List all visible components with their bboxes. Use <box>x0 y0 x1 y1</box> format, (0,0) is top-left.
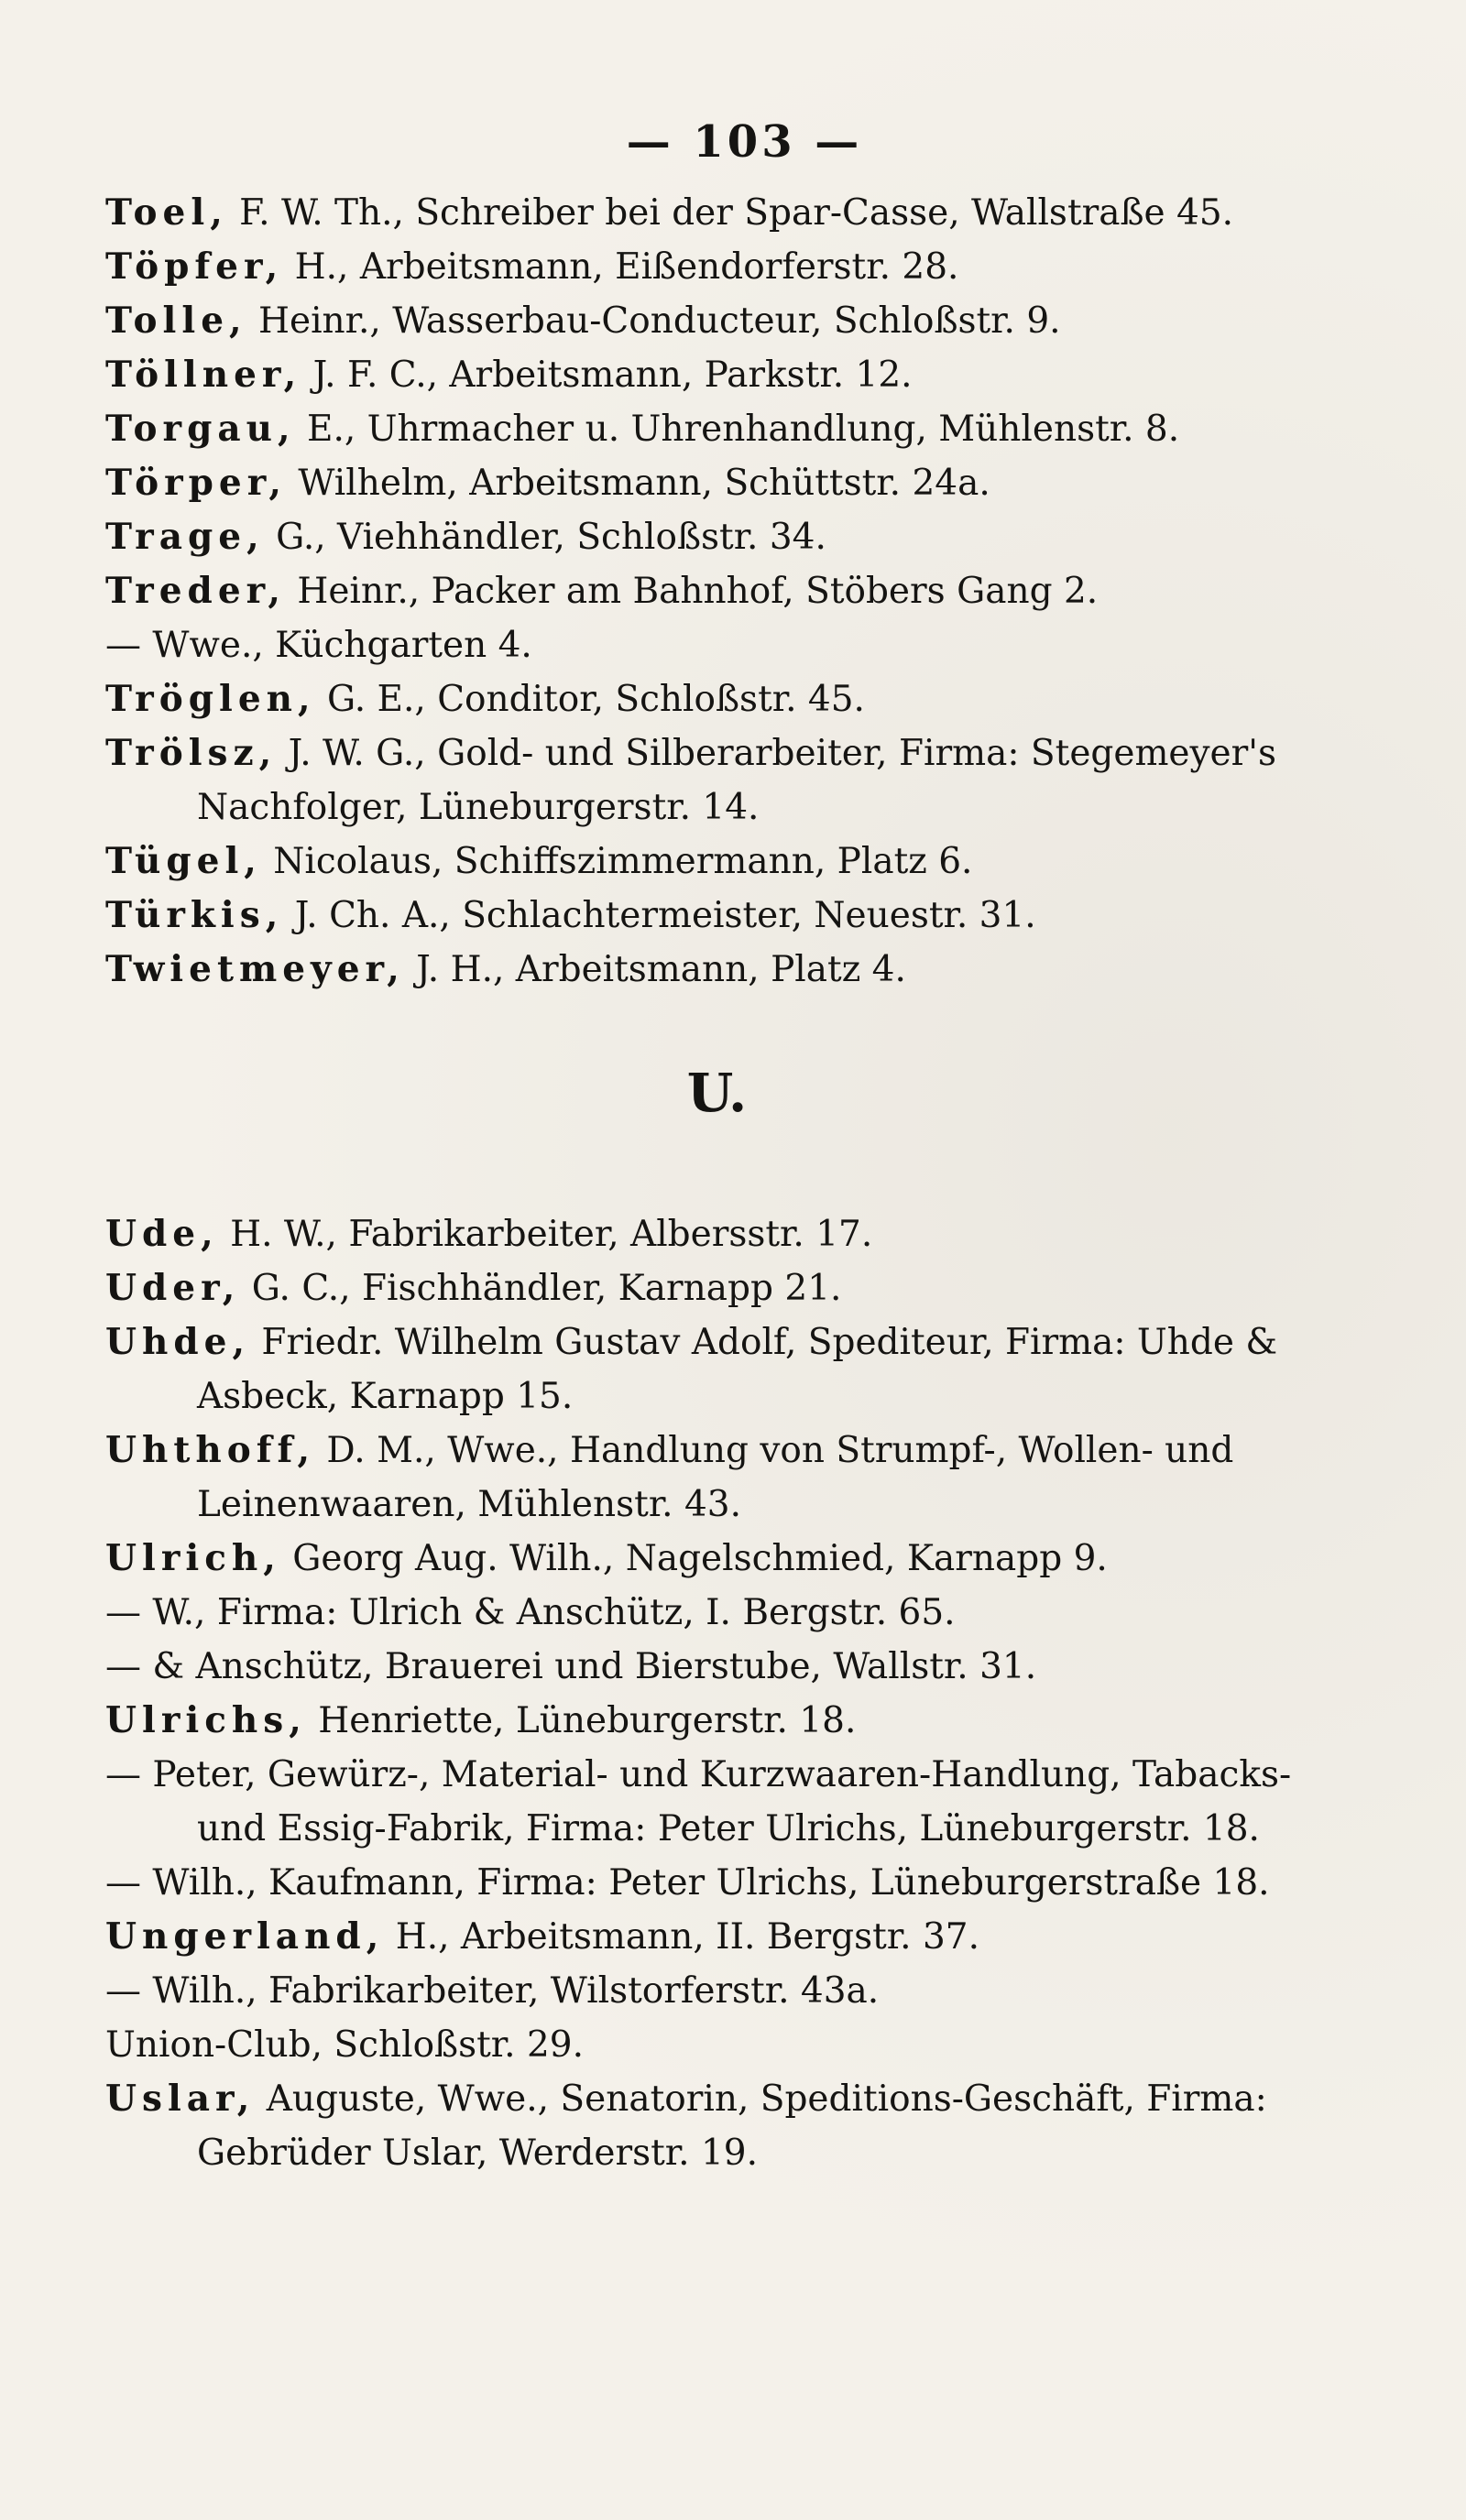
entry-details: — Wilh., Fabrikarbeiter, Wilstorferstr. 43a. <box>105 1970 880 2012</box>
entry-surname: Tügel, <box>105 840 262 882</box>
entry-surname: Uder, <box>105 1267 241 1309</box>
directory-entry <box>105 726 1329 835</box>
page-number: — 103 — <box>626 116 863 168</box>
directory-entry <box>105 1748 1329 1856</box>
entry-surname: Uhde, <box>105 1321 251 1363</box>
directory-entry <box>105 1586 1329 1640</box>
directory-entry <box>105 1694 1329 1748</box>
directory-entry <box>105 186 1329 240</box>
entry-surname: Treder, <box>105 570 286 612</box>
entry-details: D. M., Wwe., Handlung von Strumpf-, Wollen- und Leinenwaaren, Mühlenstr. 43. <box>197 1430 1234 1525</box>
entry-surname: Tolle, <box>105 300 247 342</box>
entry-details: — W., Firma: Ulrich & Anschütz, I. Bergstr. 65. <box>105 1592 956 1633</box>
entry-surname: Twietmeyer, <box>105 948 405 990</box>
entry-surname: Torgau, <box>105 408 296 450</box>
directory-entry <box>105 943 1329 997</box>
entry-details: Nicolaus, Schiffszimmermann, Platz 6. <box>261 841 973 882</box>
entry-surname: Toel, <box>105 191 228 234</box>
entry-surname: Törper, <box>105 462 287 504</box>
directory-entry <box>105 1640 1329 1694</box>
entry-details: Friedr. Wilhelm Gustav Adolf, Spediteur, Firma: Uhde & Asbeck, Karnapp 15. <box>197 1322 1278 1417</box>
entry-details: Heinr., Wasserbau-Conducteur, Schloßstr. 9. <box>246 300 1061 342</box>
entry-details: Wilhelm, Arbeitsmann, Schüttstr. 24a. <box>287 463 990 504</box>
entry-surname: Ungerland, <box>105 1915 385 1958</box>
entries-u <box>105 1207 1329 2180</box>
entry-details: H., Arbeitsmann, II. Bergstr. 37. <box>384 1916 979 1958</box>
directory-entry <box>105 1856 1329 1910</box>
directory-entry <box>105 564 1329 618</box>
entry-details: — Wilh., Kaufmann, Firma: Peter Ulrichs, Lüneburgerstraße 18. <box>105 1862 1270 1904</box>
directory-entry <box>105 294 1329 348</box>
directory-entry <box>105 672 1329 726</box>
entry-details: E., Uhrmacher u. Uhrenhandlung, Mühlenstr. 8. <box>295 409 1180 450</box>
directory-entry <box>105 510 1329 564</box>
entry-surname: Trölsz, <box>105 732 278 774</box>
directory-entry <box>105 1910 1329 1964</box>
directory-entry <box>105 402 1329 456</box>
directory-entry <box>105 2072 1329 2180</box>
entry-details: F. W. Th., Schreiber bei der Spar-Casse, Wallstraße 45. <box>227 192 1234 234</box>
entry-details: — & Anschütz, Brauerei und Bierstube, Wallstr. 31. <box>105 1646 1037 1687</box>
entry-details: Georg Aug. Wilh., Nagelschmied, Karnapp 9. <box>280 1538 1108 1579</box>
entry-details: H., Arbeitsmann, Eißendorferstr. 28. <box>283 246 959 288</box>
directory-entry <box>105 348 1329 402</box>
directory-entry <box>105 2018 1329 2072</box>
entry-details: — Wwe., Küchgarten 4. <box>105 625 532 666</box>
entry-surname: Töllner, <box>105 354 302 396</box>
directory-entry <box>105 1532 1329 1586</box>
entry-details: J. Ch. A., Schlachtermeister, Neuestr. 31. <box>283 895 1036 936</box>
section-letter: U. <box>686 1062 748 1124</box>
entry-details: G., Viehhändler, Schloßstr. 34. <box>264 517 826 558</box>
entries-t <box>105 186 1329 997</box>
entry-details: Auguste, Wwe., Senatorin, Speditions-Geschäft, Firma: Gebrüder Uslar, Werderstr. 19. <box>197 2078 1267 2174</box>
entry-surname: Türkis, <box>105 894 284 936</box>
entry-details: G. C., Fischhändler, Karnapp 21. <box>240 1268 842 1309</box>
directory-entry <box>105 1261 1329 1315</box>
entry-surname: Uhthoff, <box>105 1429 316 1471</box>
entry-surname: Töpfer, <box>105 245 284 288</box>
directory-entry <box>105 618 1329 672</box>
entry-surname: Tröglen, <box>105 678 316 720</box>
entry-surname: Uslar, <box>105 2078 256 2120</box>
entry-details: Henriette, Lüneburgerstr. 18. <box>306 1700 857 1741</box>
entry-surname: Ulrichs, <box>105 1699 307 1741</box>
entry-surname: Ude, <box>105 1213 219 1255</box>
directory-entry <box>105 240 1329 294</box>
directory-entry <box>105 835 1329 889</box>
entry-details: J. H., Arbeitsmann, Platz 4. <box>404 949 906 990</box>
directory-entry <box>105 1315 1329 1424</box>
entry-details: — Peter, Gewürz-, Material- und Kurzwaaren-Handlung, Tabacks- und Essig-Fabrik, Firma: Peter Ulrichs, Lüneburgerstr. 18. <box>105 1754 1292 1849</box>
directory-entry <box>105 889 1329 943</box>
directory-entry <box>105 1964 1329 2018</box>
entry-details: Heinr., Packer am Bahnhof, Stöbers Gang 2. <box>285 571 1099 612</box>
directory-entry <box>105 456 1329 510</box>
entry-details: G. E., Conditor, Schloßstr. 45. <box>315 679 865 720</box>
entry-details: H. W., Fabrikarbeiter, Albersstr. 17. <box>218 1214 873 1255</box>
entry-surname: Ulrich, <box>105 1537 281 1579</box>
entry-details: Union-Club, Schloßstr. 29. <box>105 2024 584 2066</box>
entry-details: J. W. G., Gold- und Silberarbeiter, Firma: Stegemeyer's Nachfolger, Lüneburgerstr. 14. <box>197 733 1276 828</box>
entry-surname: Trage, <box>105 516 265 558</box>
directory-entry <box>105 1207 1329 1261</box>
entry-details: J. F. C., Arbeitsmann, Parkstr. 12. <box>301 355 913 396</box>
directory-entry <box>105 1424 1329 1532</box>
